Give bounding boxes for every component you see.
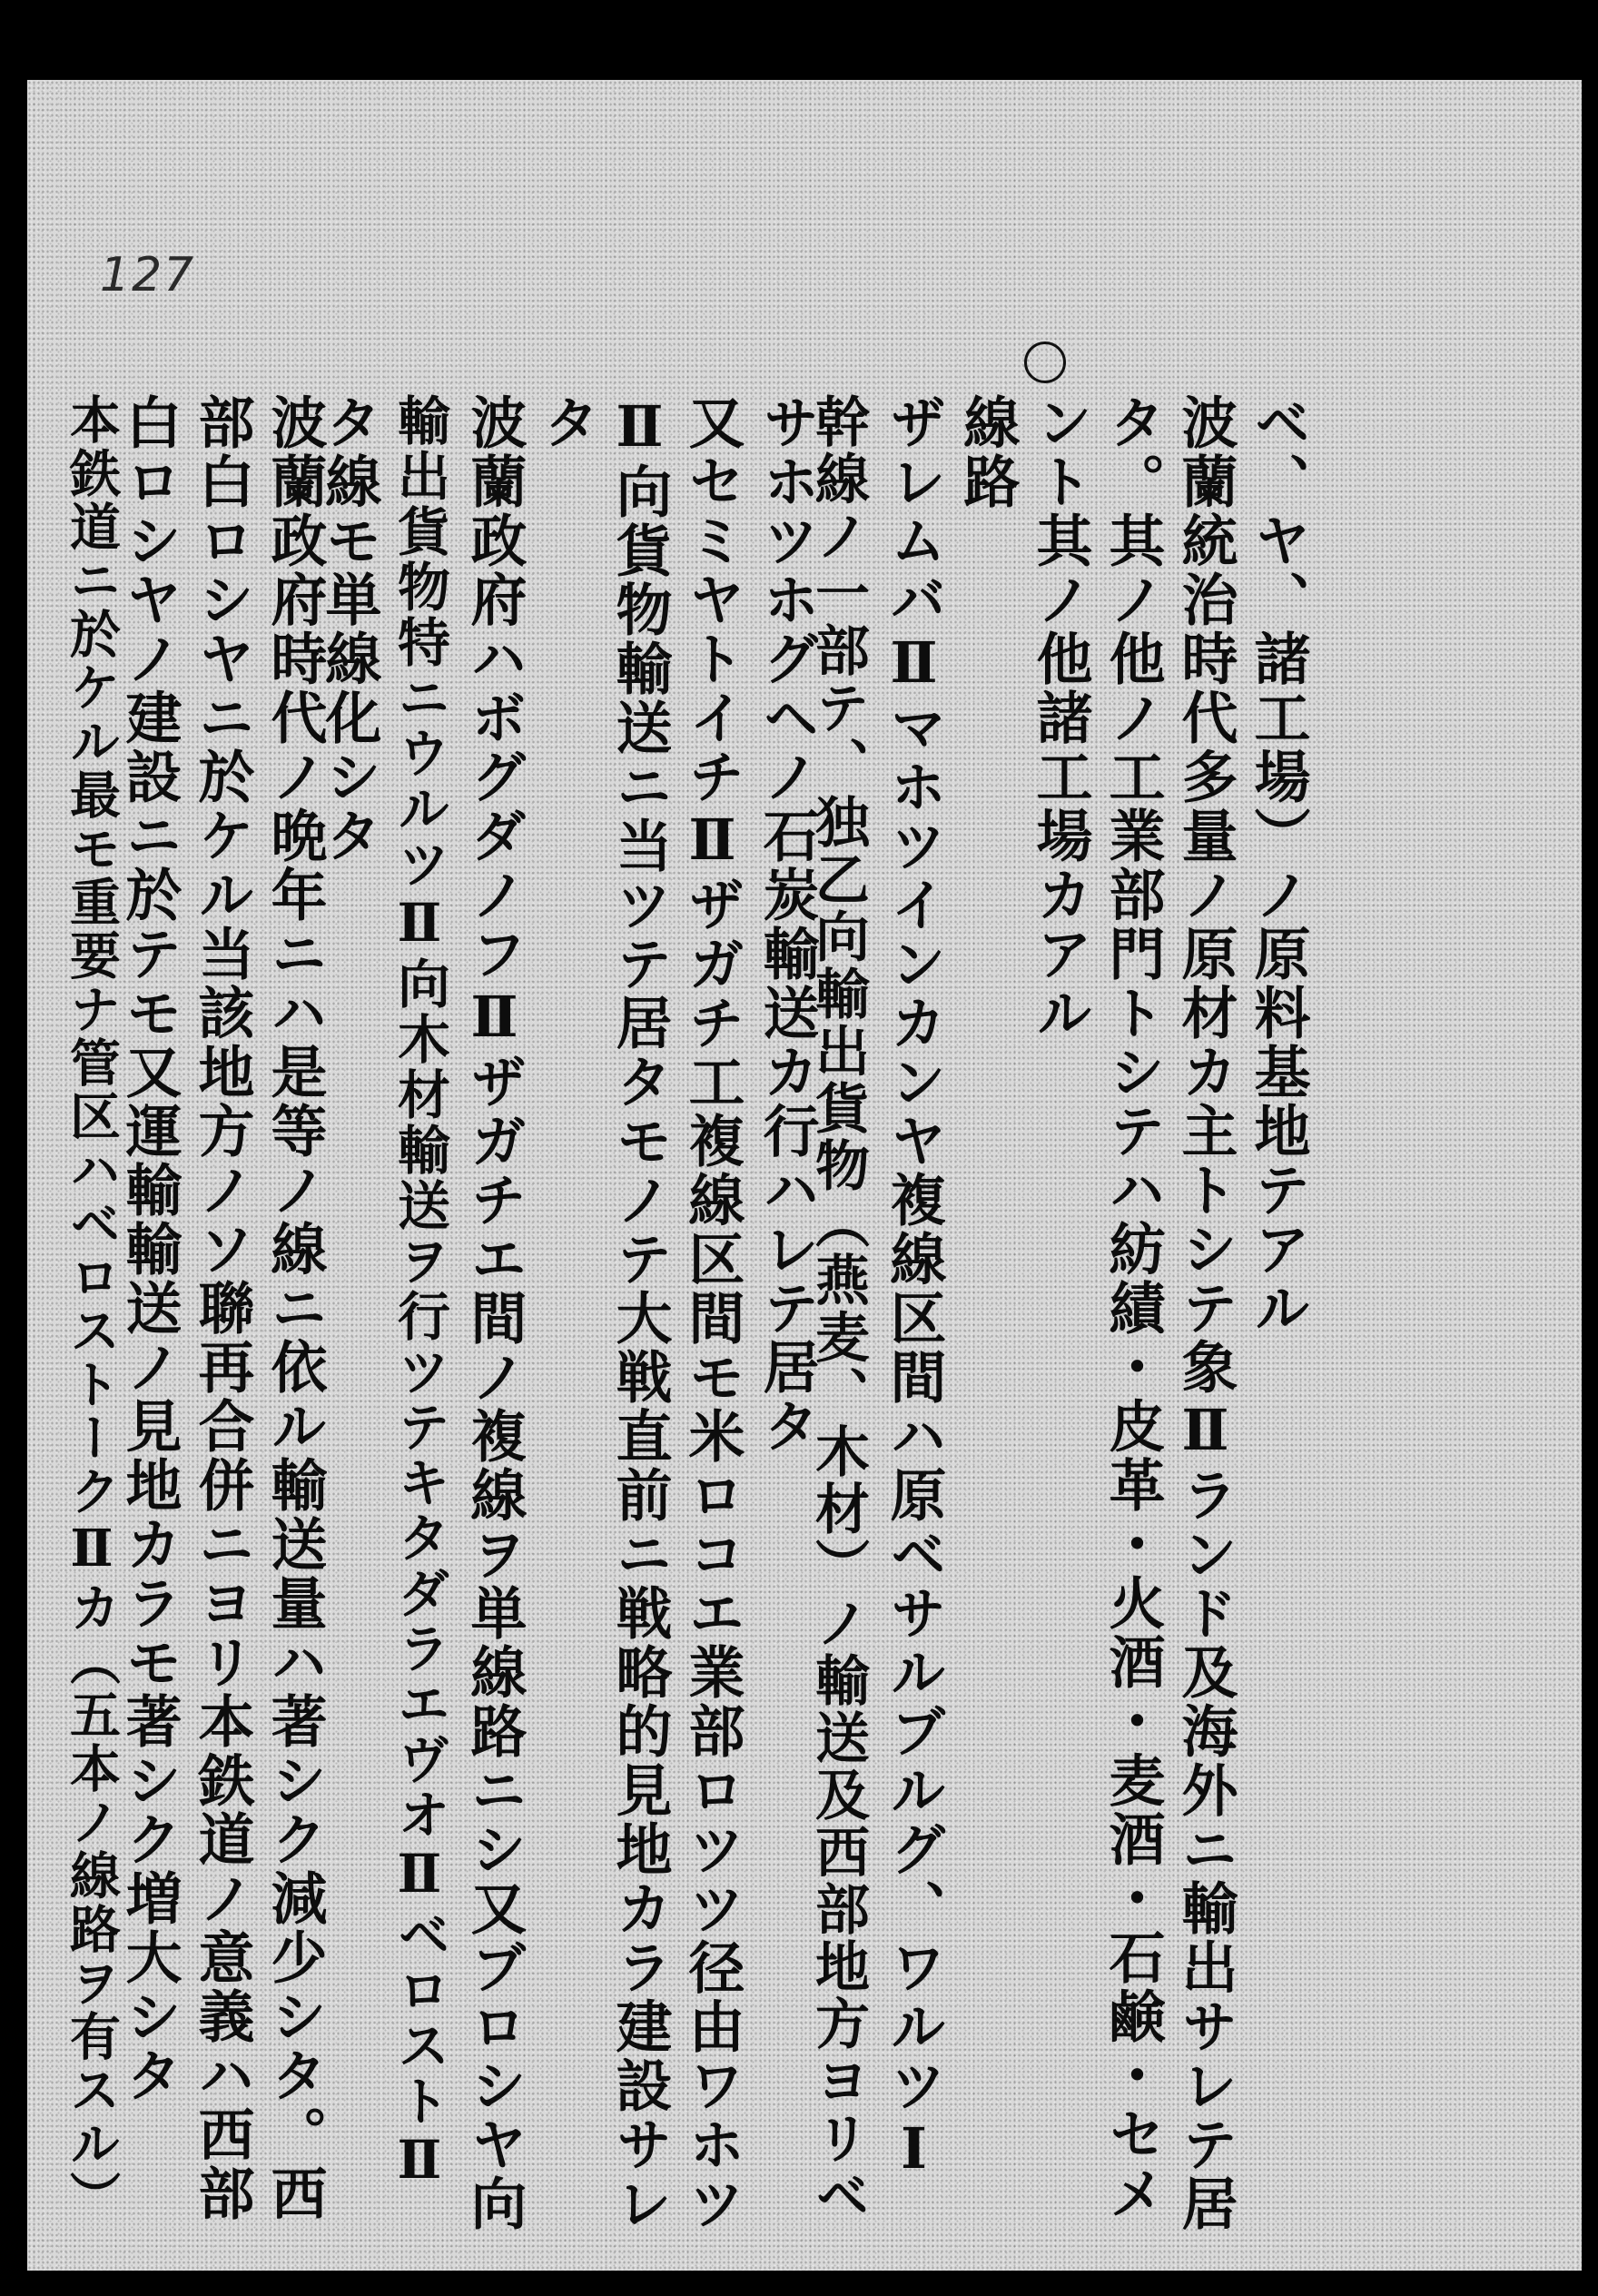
text-line: 波蘭政府時代ノ晩年ニハ是等ノ線ニ依ル輸送量ハ著シク減少シタ。西 — [261, 393, 328, 2223]
text-line: ント其ノ他諸工場カアル — [1027, 393, 1093, 1043]
text-line: サホツホグヘノ石炭輸送カ行ハレテ居タ — [754, 393, 820, 1456]
text-line: 輸出貨物特ニウルツⅡ向木材輸送ヲ行ツテキタダラエヴオⅡベロストⅡ — [389, 393, 450, 2193]
text-line: 本鉄道ニ於ケル最モ重要ナ管区ハベロストークⅡカ（五本ノ線路ヲ有スル） — [62, 393, 122, 2224]
section-circle-mark — [1024, 341, 1066, 383]
text-line: タ線モ単線化シタ — [316, 393, 382, 866]
section-heading: 線路 — [954, 393, 1021, 511]
text-line: 波蘭統治時代多量ノ原材カ主トシテ象Ⅱランド及海外ニ輸出サレテ居 — [1172, 393, 1238, 2233]
text-line: ザレムバⅡマホツインカンヤ複線区間ハ原ベサルブルグ、ワルツⅠ — [881, 393, 947, 2184]
text-line: 幹線ノ一部テ、独乙向輸出貨物（燕麦、木材）ノ輸送及西部地方ヨリベ — [806, 393, 870, 2224]
document-page — [27, 80, 1582, 2271]
text-line: 又セミヤトイチⅡザガチ工複線区間モ米ロコエ業部ロツツ径由ワホツ — [679, 393, 745, 2233]
text-line: 白ロシヤノ建設ニ於テモ又運輸輸送ノ見地カラモ著シク増大シタ — [116, 393, 182, 2105]
page-number: 127 — [100, 248, 196, 302]
text-line: タ。其ノ他ノ工業部門トシテハ紡績・皮革・火酒・麦酒・石鹸・セメ — [1100, 393, 1166, 2223]
text-line: Ⅱ向貨物輸送ニ当ツテ居タモノテ大戦直前ニ戦略的見地カラ建設サレ — [607, 393, 673, 2233]
text-line: タ — [534, 393, 600, 452]
text-line: 波蘭政府ハボグダノフⅡザガチエ間ノ複線ヲ単線路ニシ又ブロシヤ向 — [461, 393, 528, 2233]
text-line: 部白ロシヤニ於ケル当該地方ノソ聯再合併ニヨリ本鉄道ノ意義ハ西部 — [189, 393, 255, 2223]
text-line: ベ、ヤ、諸工場）ノ原料基地テアル — [1245, 393, 1311, 1338]
